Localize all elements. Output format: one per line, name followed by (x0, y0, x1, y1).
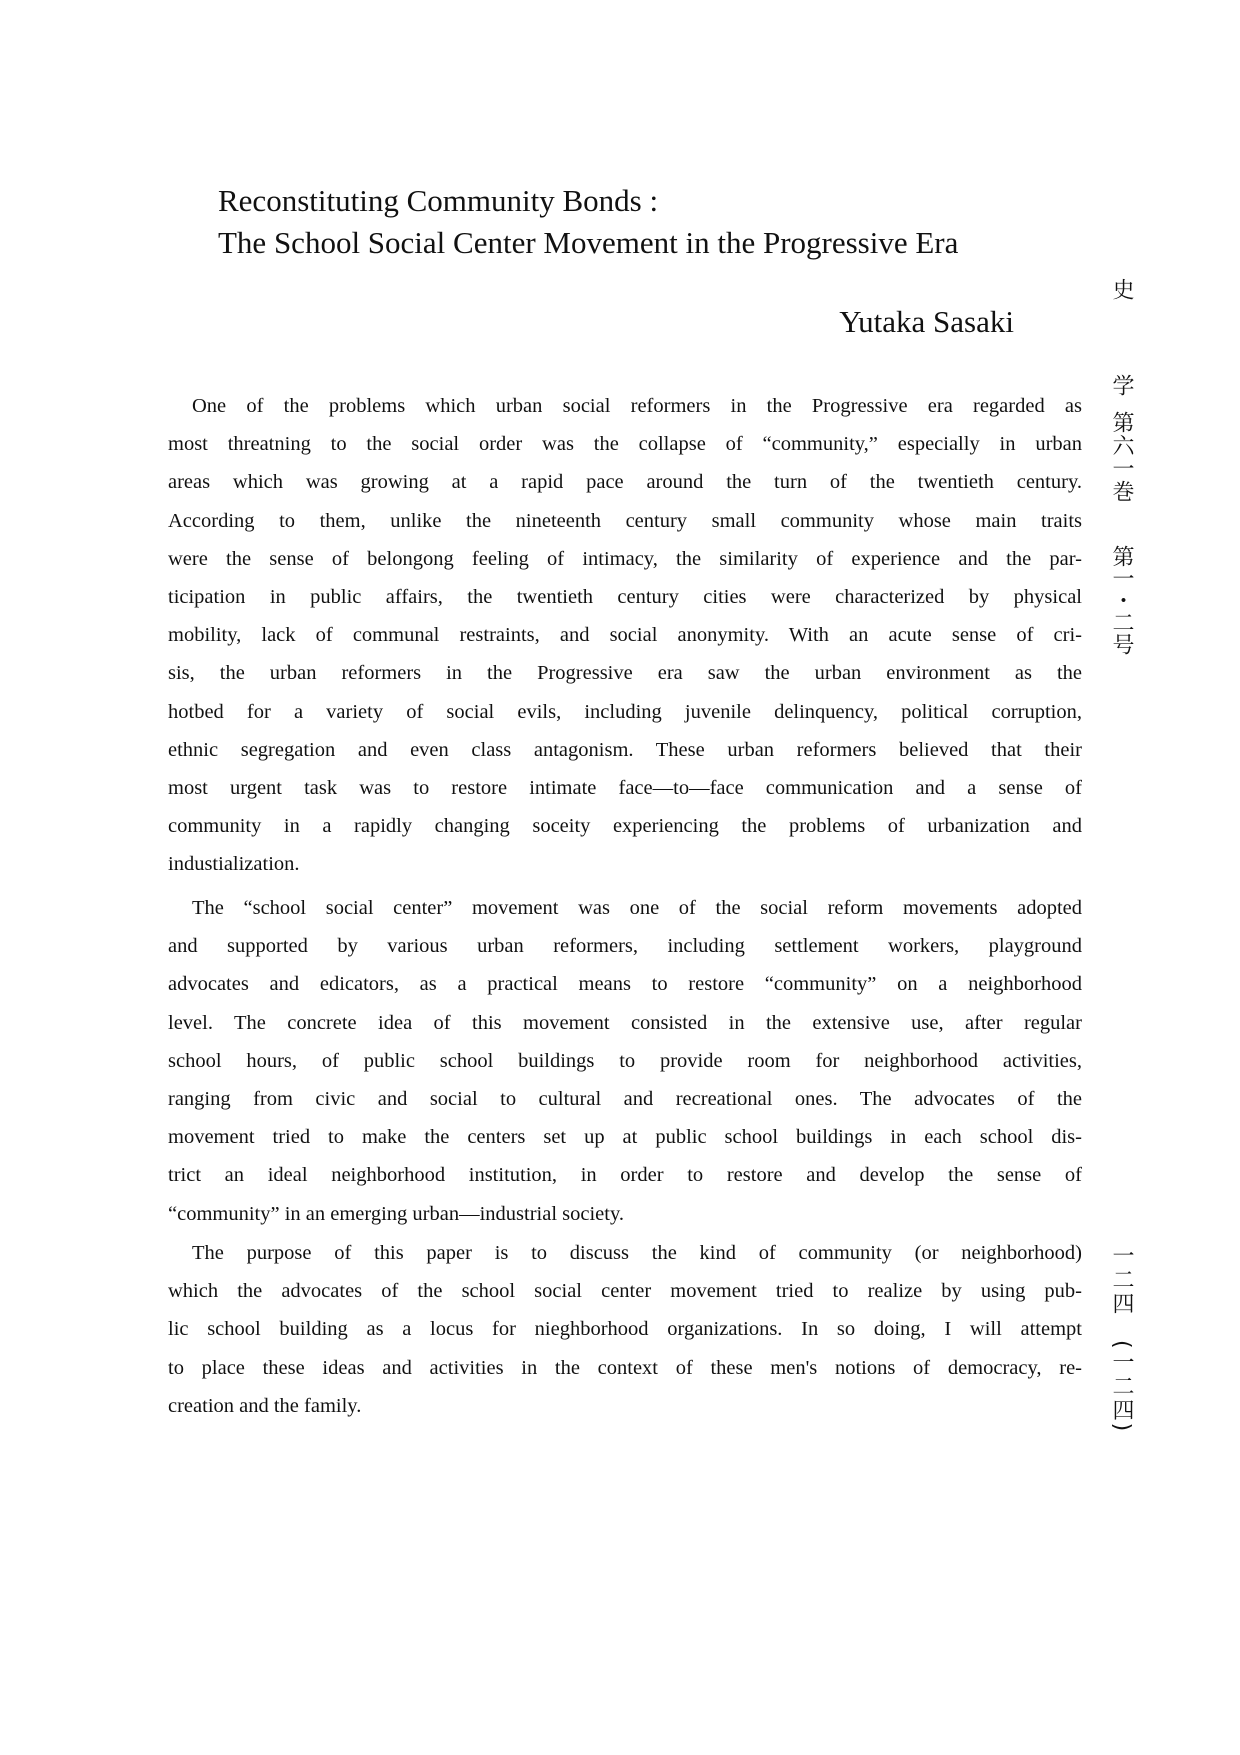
issue-number: 第一・二号 (1109, 545, 1134, 655)
text-line: The “school social center” movement was one of the social reform movements adopted (192, 897, 1082, 919)
text-line: sis, the urban reformers in the Progressive era saw the urban environment as the (168, 662, 1082, 685)
paragraph-1 (168, 387, 1082, 883)
volume-number: 第六一巻 (1109, 411, 1134, 503)
journal-name-part-1: 史 (1109, 278, 1134, 300)
text-line: most threatning to the social order was the collapse of “community,” especially in urban (168, 433, 1082, 456)
text-line: advocates and edicators, as a practical means to restore “community” on a neighborhood (168, 973, 1082, 996)
text-line: ticipation in public affairs, the twentieth century cities were characterized by physical (168, 585, 1082, 608)
text-line: which the advocates of the school social center movement tried to realize by using pub- (168, 1280, 1082, 1303)
text-line: ranging from civic and social to cultural and recreational ones. The advocates of the (168, 1087, 1082, 1110)
text-line: community in a rapidly changing soceity experiencing the problems of urbanization and (168, 815, 1082, 838)
journal-name-char: 学 (1109, 374, 1134, 397)
page-number-cumulative: (一二四) (1109, 1340, 1134, 1434)
text-line: “community” in an emerging urban—industrial society. (168, 1202, 625, 1225)
text-line: creation and the family. (168, 1394, 362, 1417)
text-line: level. The concrete idea of this movement consisted in the extensive use, after regular (168, 1011, 1082, 1034)
text-line: ethnic segregation and even class antagonism. These urban reformers believed that their (168, 738, 1082, 761)
text-line: mobility, lack of communal restraints, and social anonymity. With an acute sense of cri- (168, 624, 1082, 647)
text-line: The purpose of this paper is to discuss the kind of community (or neighborhood) (192, 1242, 1082, 1264)
text-line: industialization. (168, 853, 300, 876)
journal-name-part-2 (1110, 374, 1132, 503)
text-line: hotbed for a variety of social evils, including juvenile delinquency, political corruption, (168, 700, 1082, 723)
text-line: most urgent task was to restore intimate face—to—face communication and a sense of (168, 776, 1082, 799)
title-line-2: The School Social Center Movement in the Progressive Era (218, 225, 959, 260)
paragraph-2 (168, 889, 1082, 1233)
text-line: movement tried to make the centers set up at public school buildings in each school dis- (168, 1126, 1082, 1149)
text-line: were the sense of belongong feeling of intimacy, the similarity of experience and the par- (168, 547, 1082, 570)
text-line: and supported by various urban reformers, including settlement workers, playground (168, 935, 1082, 958)
text-line: to place these ideas and activities in the context of these men's notions of democracy, re- (168, 1356, 1082, 1379)
text-line: school hours, of public school buildings to provide room for neighborhood activities, (168, 1049, 1082, 1072)
title-line-1: Reconstituting Community Bonds : (218, 183, 659, 218)
author-name: Yutaka Sasaki (839, 304, 1014, 339)
text-line: According to them, unlike the nineteenth century small community whose main traits (168, 509, 1082, 532)
paragraph-3 (168, 1234, 1082, 1425)
text-line: areas which was growing at a rapid pace around the turn of the twentieth century. (168, 471, 1082, 494)
page-number: 一二四 (1109, 1244, 1134, 1316)
text-line: trict an ideal neighborhood institution, in order to restore and develop the sense of (168, 1164, 1082, 1187)
text-line: One of the problems which urban social reformers in the Progressive era regarded as (192, 395, 1082, 417)
text-line: lic school building as a locus for nieghborhood organizations. In so doing, I will attempt (168, 1318, 1082, 1341)
